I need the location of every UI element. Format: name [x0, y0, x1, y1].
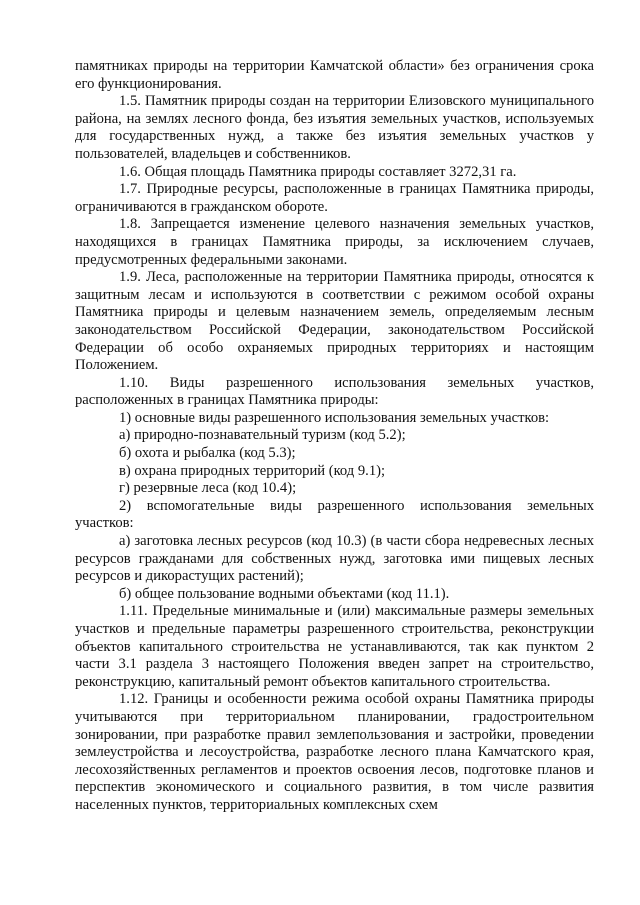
paragraph-continuation: памятниках природы на территории Камчатской области» без ограничения срока его функционирования. — [75, 58, 594, 92]
list-item-5-2: а) природно-познавательный туризм (код 5.2); — [119, 427, 406, 444]
paragraph-1-6: 1.6. Общая площадь Памятника природы составляет 3272,31 га. — [119, 163, 517, 180]
document-body — [75, 58, 594, 815]
list-item-10-3: а) заготовка лесных ресурсов (код 10.3) (в части сбора недревесных лесных ресурсов гражданами для собственных нужд, заготовка ими пищевых лесных ресурсов и дикорастущих растений); — [75, 533, 594, 585]
list-item-main-uses: 1) основные виды разрешенного использования земельных участков: — [119, 409, 550, 426]
paragraph-1-7: 1.7. Природные ресурсы, расположенные в границах Памятника природы, ограничиваются в гражданском обороте. — [75, 181, 594, 215]
paragraph-1-12: 1.12. Границы и особенности режима особой охраны Памятника природы учитываются при территориальном планировании, градостроительном зонировании, при разработке правил землепользования и застройки, проведении землеустройства и лесоустройства, разработке лесного плана Камчатского края, лесохозяйственных регламентов и проектов освоения лесов, подготовке планов и перспектив экономического и социального развития, в том числе развития населенных пунктов, территориальных комплексных схем — [75, 691, 594, 813]
list-item-5-3: б) охота и рыбалка (код 5.3); — [119, 445, 296, 462]
paragraph-1-9: 1.9. Леса, расположенные на территории Памятника природы, относятся к защитным лесам и используются в соответствии с режимом особой охраны Памятника природы и целевым назначением земель, определяемым лесным законодательством Российской Федерации, законодательством Российской Федерации об особо охраняемых природных территориях и настоящим Положением. — [75, 269, 594, 374]
paragraph-1-11: 1.11. Предельные минимальные и (или) максимальные размеры земельных участков и предельные параметры разрешенного строительства, реконструкции объектов капитального строительства не устанавливаются, так как пунктом 2 части 3.1 раздела 3 настоящего Положения введен запрет на строительство, реконструкцию, капитальный ремонт объектов капитального строительства. — [75, 603, 594, 690]
paragraph-1-5: 1.5. Памятник природы создан на территории Елизовского муниципального района, на землях лесного фонда, без изъятия земельных участков, используемых для государственных нужд, а также без изъятия земельных участков у пользователей, владельцев и собственников. — [75, 93, 594, 162]
list-item-auxiliary-uses: 2) вспомогательные виды разрешенного использования земельных участков: — [75, 497, 594, 532]
paragraph-1-10: 1.10. Виды разрешенного использования земельных участков, расположенных в границах Памятника природы: — [75, 374, 594, 409]
list-item-10-4: г) резервные леса (код 10.4); — [119, 480, 297, 497]
paragraph-1-8: 1.8. Запрещается изменение целевого назначения земельных участков, находящихся в границах Памятника природы, за исключением случаев, предусмотренных федеральными законами. — [75, 216, 594, 268]
list-item-11-1: б) общее пользование водными объектами (код 11.1). — [119, 585, 450, 602]
list-item-9-1: в) охрана природных территорий (код 9.1); — [119, 462, 386, 479]
